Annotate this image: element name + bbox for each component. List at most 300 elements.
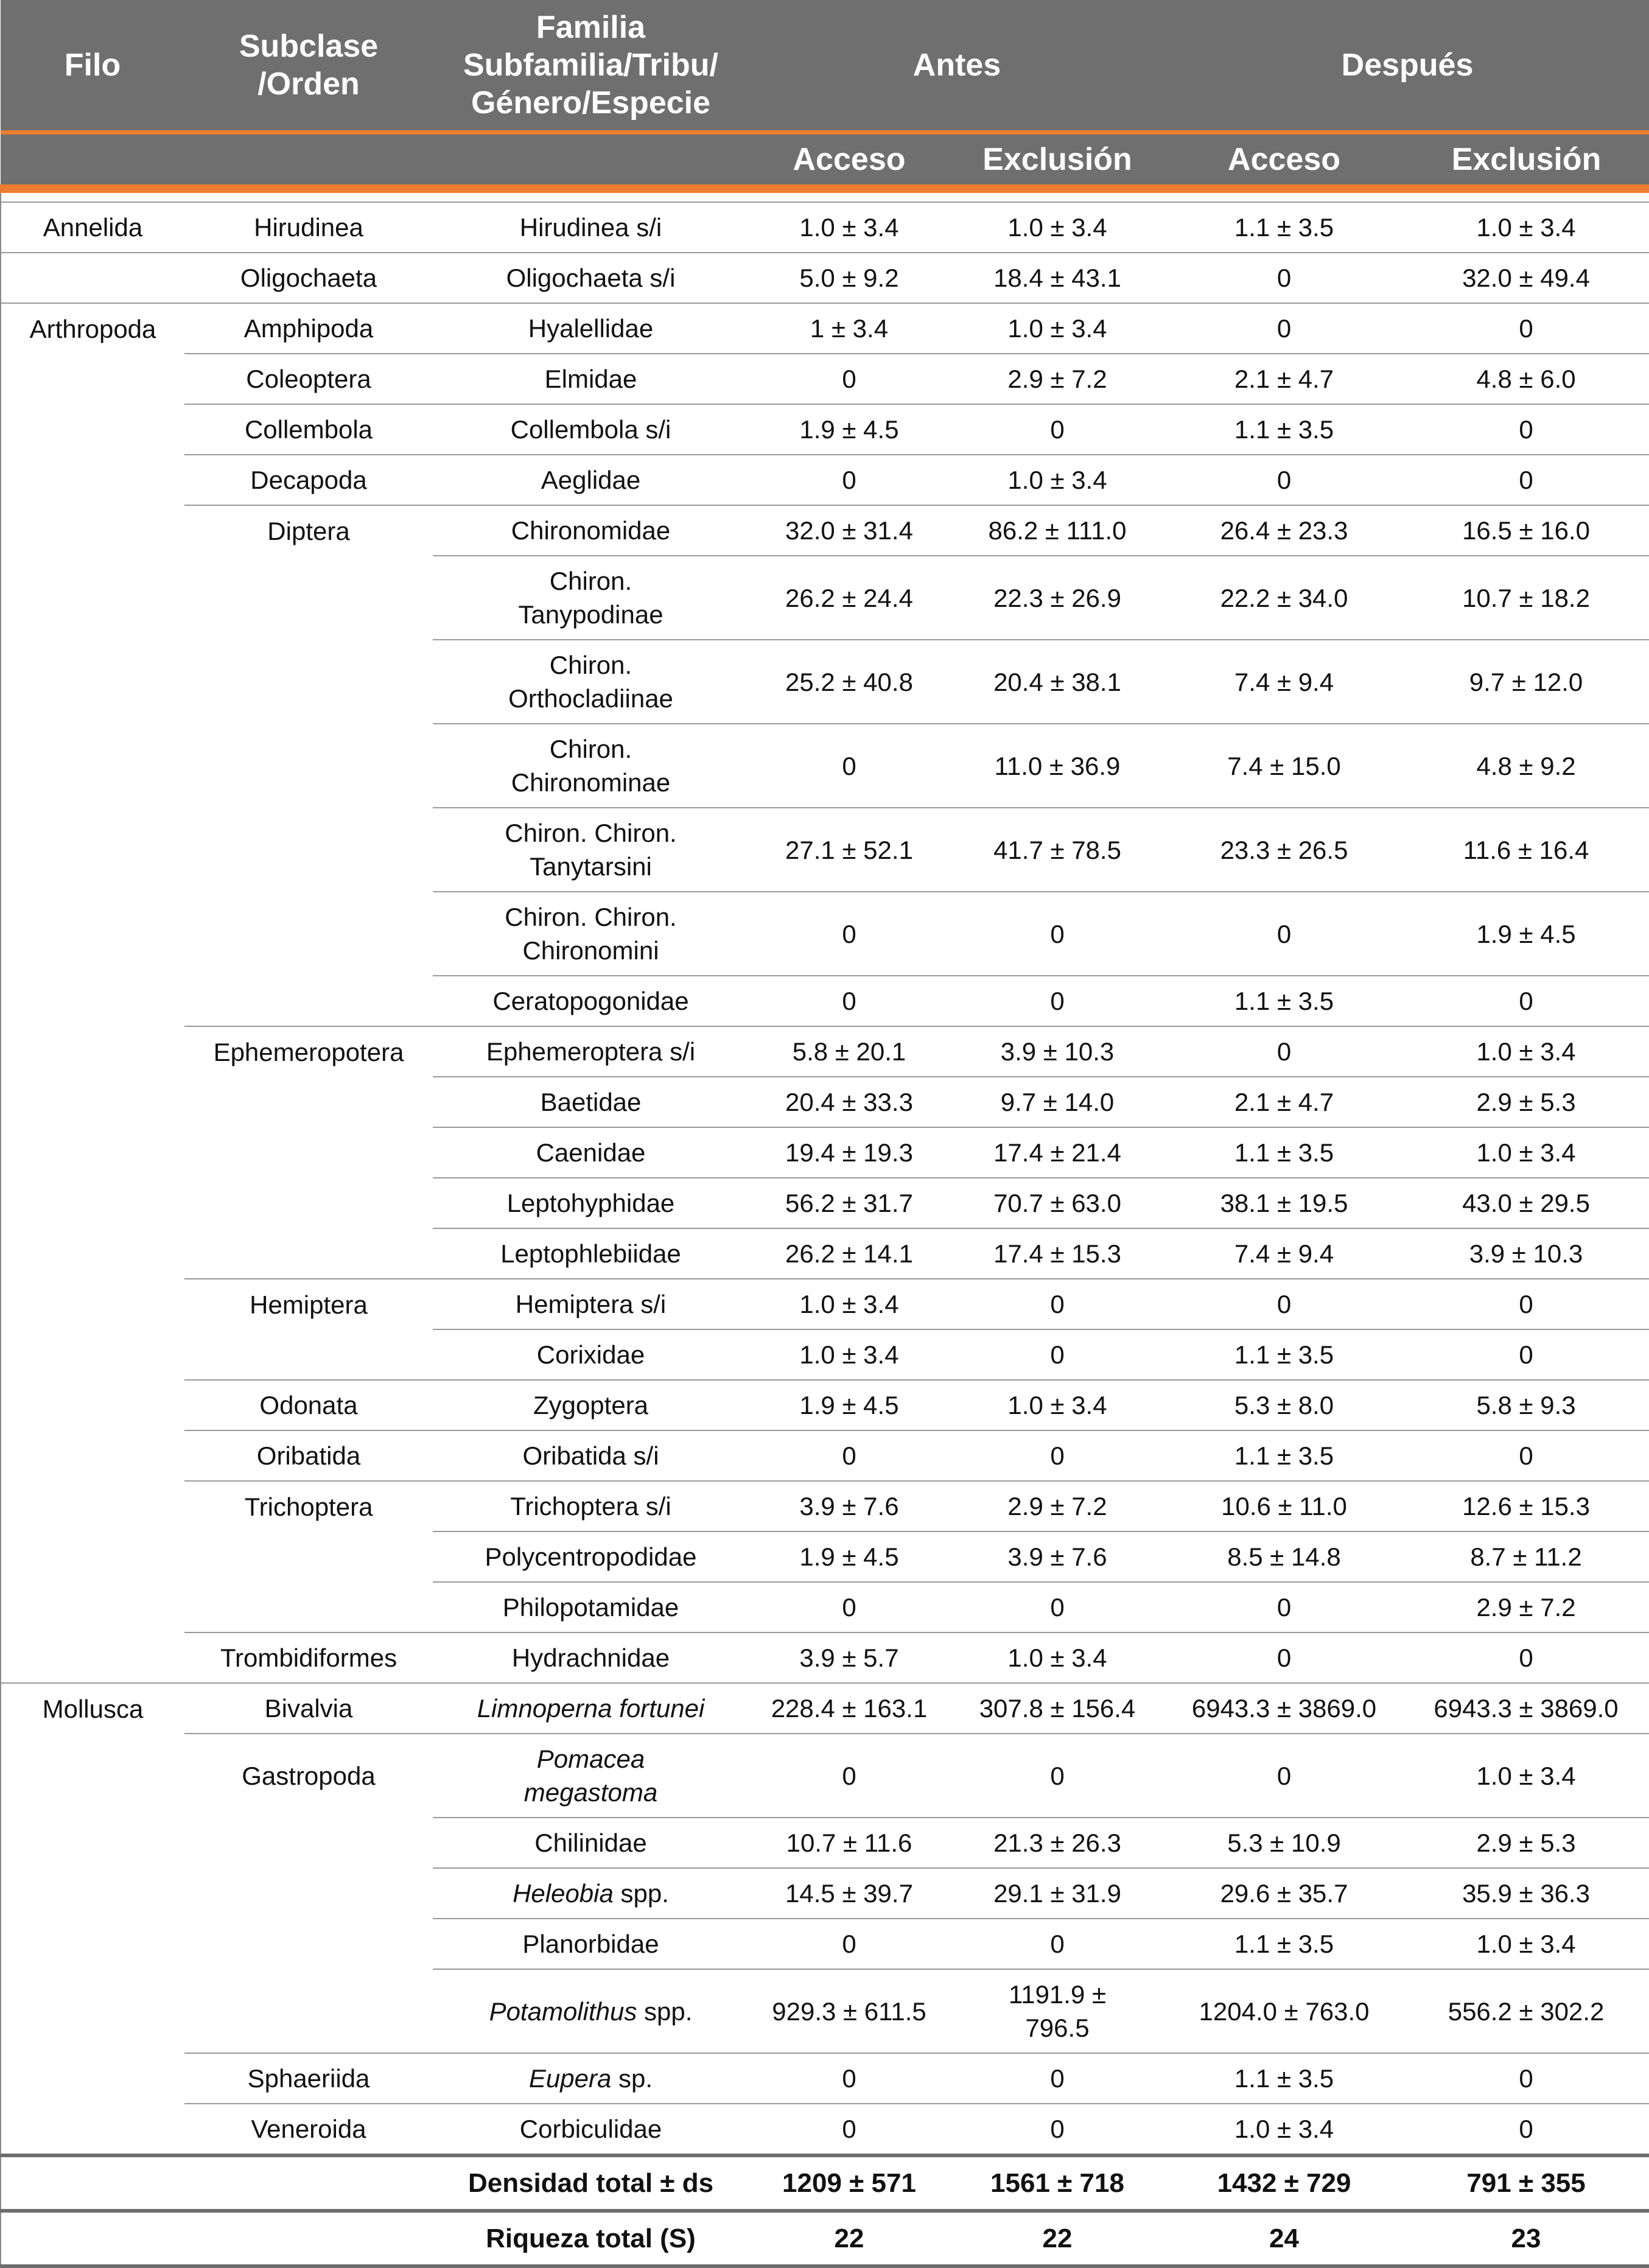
- table-row: [1, 1969, 1649, 2053]
- cell-despues-acceso: 0: [1165, 1734, 1403, 1818]
- table-row: [1, 1582, 1649, 1633]
- cell-despues-acceso: 0: [1165, 1633, 1403, 1683]
- cell-filo: [1, 1228, 184, 1279]
- cell-familia: [433, 1430, 749, 1481]
- cell-empty: [1, 2211, 184, 2266]
- cell-despues-acceso: 1.0 ± 3.4: [1165, 2104, 1403, 2155]
- cell-filo: [1, 1380, 184, 1430]
- cell-filo: [1, 253, 184, 303]
- familia-text: Leptohyphidae: [506, 1189, 675, 1217]
- cell-despues-exclusion: 16.5 ± 16.0: [1403, 505, 1649, 556]
- cell-antes-acceso: 26.2 ± 14.1: [749, 1228, 950, 1279]
- cell-despues-exclusion: 32.0 ± 49.4: [1403, 253, 1649, 303]
- cell-familia: [433, 1734, 749, 1818]
- cell-despues-exclusion: 12.6 ± 15.3: [1403, 1481, 1649, 1531]
- cell-antes-exclusion: 1.0 ± 3.4: [950, 1633, 1165, 1683]
- cell-filo: [1, 640, 184, 724]
- cell-subclase: [184, 892, 433, 976]
- cell-antes-exclusion: 1.0 ± 3.4: [950, 1380, 1165, 1430]
- cell-subclase: Odonata: [184, 1380, 433, 1430]
- cell-antes-acceso: 1.9 ± 4.5: [749, 404, 950, 455]
- header-empty: [1, 133, 184, 189]
- cell-familia: [433, 1481, 749, 1531]
- cell-antes-exclusion: 307.8 ± 156.4: [950, 1683, 1165, 1734]
- cell-antes-acceso: 26.2 ± 24.4: [749, 556, 950, 640]
- cell-familia: [433, 1969, 749, 2053]
- cell-filo: [1, 556, 184, 640]
- cell-despues-exclusion: 0: [1403, 1329, 1649, 1380]
- total-antes-acceso: 22: [749, 2211, 950, 2266]
- cell-despues-acceso: 0: [1165, 455, 1403, 505]
- header-subclase: Subclase /Orden: [184, 0, 433, 133]
- cell-subclase: [184, 556, 433, 640]
- familia-text: Ceratopogonidae: [492, 987, 689, 1015]
- cell-subclase: Gastropoda: [184, 1734, 433, 1818]
- cell-subclase: [184, 724, 433, 808]
- cell-antes-exclusion: 0: [950, 2053, 1165, 2104]
- table-row: [1, 455, 1649, 505]
- cell-subclase: Coleoptera: [184, 354, 433, 404]
- familia-text: Hemiptera s/i: [515, 1290, 667, 1318]
- header-despues: Después: [1165, 0, 1649, 133]
- cell-despues-acceso: 1.1 ± 3.5: [1165, 1127, 1403, 1178]
- familia-text: Potamolithus: [489, 1997, 637, 2026]
- cell-filo: [1, 1077, 184, 1127]
- cell-filo: [1, 1531, 184, 1582]
- cell-despues-acceso: 8.5 ± 14.8: [1165, 1531, 1403, 1582]
- cell-despues-exclusion: 1.0 ± 3.4: [1403, 1919, 1649, 1969]
- cell-despues-acceso: 7.4 ± 15.0: [1165, 724, 1403, 808]
- table-row: [1, 1734, 1649, 1818]
- familia-text: Zygoptera: [533, 1391, 649, 1419]
- cell-antes-exclusion: 1.0 ± 3.4: [950, 303, 1165, 354]
- cell-antes-acceso: 1.0 ± 3.4: [749, 1279, 950, 1329]
- cell-antes-acceso: 1.9 ± 4.5: [749, 1380, 950, 1430]
- table-header: [1, 0, 1649, 189]
- cell-filo: [1, 1178, 184, 1228]
- header-filo: Filo: [1, 0, 184, 133]
- cell-subclase: [184, 1868, 433, 1919]
- cell-subclase: [184, 1228, 433, 1279]
- cell-antes-exclusion: 20.4 ± 38.1: [950, 640, 1165, 724]
- table-row: [1, 505, 1649, 556]
- cell-despues-acceso: 29.6 ± 35.7: [1165, 1868, 1403, 1919]
- cell-despues-exclusion: 4.8 ± 9.2: [1403, 724, 1649, 808]
- cell-filo: [1, 808, 184, 892]
- cell-antes-exclusion: 9.7 ± 14.0: [950, 1077, 1165, 1127]
- cell-antes-acceso: 10.7 ± 11.6: [749, 1818, 950, 1868]
- table-row: [1, 1531, 1649, 1582]
- cell-empty: [184, 2211, 433, 2266]
- cell-antes-exclusion: 0: [950, 976, 1165, 1026]
- cell-subclase: Diptera: [184, 505, 433, 556]
- cell-filo: [1, 455, 184, 505]
- total-despues-exclusion: 791 ± 355: [1403, 2155, 1649, 2211]
- cell-familia: [433, 1228, 749, 1279]
- table-row: [1, 1077, 1649, 1127]
- cell-antes-acceso: 25.2 ± 40.8: [749, 640, 950, 724]
- cell-subclase: Amphipoda: [184, 303, 433, 354]
- cell-subclase: [184, 1178, 433, 1228]
- cell-antes-exclusion: 0: [950, 1582, 1165, 1633]
- cell-familia: [433, 892, 749, 976]
- cell-antes-acceso: 1.0 ± 3.4: [749, 202, 950, 253]
- cell-familia: [433, 1868, 749, 1919]
- cell-antes-exclusion: 1.0 ± 3.4: [950, 202, 1165, 253]
- cell-despues-acceso: 2.1 ± 4.7: [1165, 1077, 1403, 1127]
- cell-despues-acceso: 1.1 ± 3.5: [1165, 2053, 1403, 2104]
- cell-antes-exclusion: 21.3 ± 26.3: [950, 1818, 1165, 1868]
- cell-despues-acceso: 22.2 ± 34.0: [1165, 556, 1403, 640]
- cell-subclase: Decapoda: [184, 455, 433, 505]
- cell-subclase: [184, 808, 433, 892]
- cell-familia: [433, 1531, 749, 1582]
- table-row: [1, 976, 1649, 1026]
- totals-row: [1, 2155, 1649, 2211]
- cell-antes-exclusion: 1.0 ± 3.4: [950, 455, 1165, 505]
- cell-familia: [433, 354, 749, 404]
- cell-despues-exclusion: 2.9 ± 7.2: [1403, 1582, 1649, 1633]
- cell-subclase: [184, 1969, 433, 2053]
- cell-familia: [433, 1279, 749, 1329]
- cell-despues-acceso: 5.3 ± 8.0: [1165, 1380, 1403, 1430]
- cell-despues-exclusion: 43.0 ± 29.5: [1403, 1178, 1649, 1228]
- header-empty: [184, 133, 433, 189]
- familia-text: Planorbidae: [522, 1930, 659, 1958]
- header-familia: Familia Subfamilia/Tribu/ Género/Especie: [433, 0, 749, 133]
- familia-text: Pomacea megastoma: [523, 1745, 658, 1807]
- cell-despues-acceso: 7.4 ± 9.4: [1165, 1228, 1403, 1279]
- cell-familia: [433, 1582, 749, 1633]
- cell-familia: [433, 1919, 749, 1969]
- cell-familia: [433, 1380, 749, 1430]
- cell-antes-exclusion: 3.9 ± 10.3: [950, 1026, 1165, 1077]
- table-row: [1, 1178, 1649, 1228]
- header-antes: Antes: [749, 0, 1165, 133]
- cell-familia: [433, 640, 749, 724]
- cell-antes-exclusion: 86.2 ± 111.0: [950, 505, 1165, 556]
- cell-familia: [433, 455, 749, 505]
- cell-familia: [433, 556, 749, 640]
- cell-antes-acceso: 1.0 ± 3.4: [749, 1329, 950, 1380]
- table-row: [1, 2104, 1649, 2155]
- cell-despues-exclusion: 5.8 ± 9.3: [1403, 1380, 1649, 1430]
- cell-despues-acceso: 1.1 ± 3.5: [1165, 976, 1403, 1026]
- cell-subclase: Sphaeriida: [184, 2053, 433, 2104]
- familia-text: spp.: [613, 1879, 669, 1908]
- totals-label: Riqueza total (S): [433, 2211, 749, 2266]
- cell-antes-acceso: 0: [749, 354, 950, 404]
- familia-text: Baetidae: [540, 1088, 642, 1116]
- table-row: [1, 253, 1649, 303]
- total-despues-exclusion: 23: [1403, 2211, 1649, 2266]
- cell-despues-exclusion: 6943.3 ± 3869.0: [1403, 1683, 1649, 1734]
- familia-text: Chiron. Chironominae: [511, 735, 671, 797]
- cell-antes-exclusion: 17.4 ± 15.3: [950, 1228, 1165, 1279]
- cell-despues-acceso: 1.1 ± 3.5: [1165, 1430, 1403, 1481]
- cell-antes-exclusion: 0: [950, 1734, 1165, 1818]
- cell-antes-exclusion: 17.4 ± 21.4: [950, 1127, 1165, 1178]
- familia-text: Aeglidae: [541, 466, 641, 494]
- cell-despues-acceso: 0: [1165, 1279, 1403, 1329]
- cell-despues-exclusion: 0: [1403, 2053, 1649, 2104]
- cell-antes-acceso: 228.4 ± 163.1: [749, 1683, 950, 1734]
- cell-antes-acceso: 0: [749, 976, 950, 1026]
- cell-despues-acceso: 0: [1165, 1026, 1403, 1077]
- cell-filo: Arthropoda: [1, 303, 184, 354]
- cell-despues-exclusion: 0: [1403, 1633, 1649, 1683]
- cell-familia: [433, 1127, 749, 1178]
- cell-antes-acceso: 0: [749, 2104, 950, 2155]
- cell-despues-acceso: 1.1 ± 3.5: [1165, 404, 1403, 455]
- cell-familia: [433, 1329, 749, 1380]
- cell-despues-exclusion: 556.2 ± 302.2: [1403, 1969, 1649, 2053]
- cell-antes-acceso: 19.4 ± 19.3: [749, 1127, 950, 1178]
- table-row: [1, 1329, 1649, 1380]
- cell-filo: [1, 1969, 184, 2053]
- cell-filo: [1, 1633, 184, 1683]
- cell-familia: [433, 724, 749, 808]
- cell-antes-acceso: 0: [749, 455, 950, 505]
- cell-despues-exclusion: 1.0 ± 3.4: [1403, 202, 1649, 253]
- table-row: [1, 1683, 1649, 1734]
- familia-text: Limnoperna fortunei: [477, 1694, 705, 1723]
- familia-text: Polycentropodidae: [485, 1542, 697, 1571]
- cell-filo: [1, 354, 184, 404]
- cell-despues-exclusion: 0: [1403, 1430, 1649, 1481]
- cell-despues-exclusion: 11.6 ± 16.4: [1403, 808, 1649, 892]
- cell-subclase: Hirudinea: [184, 202, 433, 253]
- cell-despues-exclusion: 0: [1403, 455, 1649, 505]
- cell-antes-exclusion: 3.9 ± 7.6: [950, 1531, 1165, 1582]
- table-row: [1, 202, 1649, 253]
- familia-text: Oligochaeta s/i: [506, 264, 676, 292]
- familia-text: Chiron. Chiron. Tanytarsini: [505, 819, 677, 881]
- cell-despues-exclusion: 0: [1403, 303, 1649, 354]
- total-antes-exclusion: 22: [950, 2211, 1165, 2266]
- cell-familia: [433, 1683, 749, 1734]
- cell-antes-acceso: 1 ± 3.4: [749, 303, 950, 354]
- cell-familia: [433, 1178, 749, 1228]
- familia-text: Chilinidae: [534, 1829, 647, 1857]
- table-row: [1, 1380, 1649, 1430]
- cell-antes-acceso: 3.9 ± 5.7: [749, 1633, 950, 1683]
- cell-despues-exclusion: 3.9 ± 10.3: [1403, 1228, 1649, 1279]
- spacer: [1, 189, 1649, 202]
- cell-antes-exclusion: 29.1 ± 31.9: [950, 1868, 1165, 1919]
- cell-antes-exclusion: 2.9 ± 7.2: [950, 354, 1165, 404]
- cell-filo: [1, 1582, 184, 1633]
- cell-antes-exclusion: 0: [950, 1430, 1165, 1481]
- cell-familia: [433, 2053, 749, 2104]
- cell-subclase: [184, 1077, 433, 1127]
- cell-despues-exclusion: 10.7 ± 18.2: [1403, 556, 1649, 640]
- cell-despues-exclusion: 0: [1403, 404, 1649, 455]
- cell-filo: [1, 404, 184, 455]
- cell-familia: [433, 2104, 749, 2155]
- familia-text: spp.: [637, 1997, 693, 2026]
- cell-despues-exclusion: 0: [1403, 976, 1649, 1026]
- cell-subclase: [184, 1329, 433, 1380]
- table-row: [1, 808, 1649, 892]
- cell-antes-exclusion: 0: [950, 2104, 1165, 2155]
- cell-despues-exclusion: 0: [1403, 2104, 1649, 2155]
- familia-text: Hydrachnidae: [511, 1643, 670, 1672]
- cell-antes-exclusion: 22.3 ± 26.9: [950, 556, 1165, 640]
- familia-text: Collembola s/i: [510, 415, 671, 444]
- cell-antes-exclusion: 1191.9 ± 796.5: [950, 1969, 1165, 2053]
- cell-subclase: [184, 640, 433, 724]
- cell-despues-acceso: 7.4 ± 9.4: [1165, 640, 1403, 724]
- cell-antes-acceso: 20.4 ± 33.3: [749, 1077, 950, 1127]
- cell-subclase: Hemiptera: [184, 1279, 433, 1329]
- familia-text: Hyalellidae: [528, 314, 654, 343]
- table-row: [1, 1228, 1649, 1279]
- cell-subclase: [184, 1818, 433, 1868]
- table-row: [1, 1026, 1649, 1077]
- familia-text: Elmidae: [544, 365, 637, 393]
- cell-despues-acceso: 5.3 ± 10.9: [1165, 1818, 1403, 1868]
- familia-text: Chiron. Chiron. Chironomini: [505, 903, 677, 965]
- table-row: [1, 1430, 1649, 1481]
- cell-familia: [433, 808, 749, 892]
- familia-text: Leptophlebiidae: [500, 1239, 681, 1268]
- cell-subclase: [184, 1919, 433, 1969]
- cell-subclase: Veneroida: [184, 2104, 433, 2155]
- cell-filo: [1, 1127, 184, 1178]
- table-body: [1, 189, 1649, 2266]
- header-antes-acceso: Acceso: [749, 133, 950, 189]
- cell-familia: [433, 1026, 749, 1077]
- cell-subclase: [184, 1531, 433, 1582]
- cell-filo: [1, 1919, 184, 1969]
- cell-familia: [433, 1818, 749, 1868]
- cell-antes-acceso: 14.5 ± 39.7: [749, 1868, 950, 1919]
- header-antes-exclusion: Exclusión: [950, 133, 1165, 189]
- cell-familia: [433, 1633, 749, 1683]
- cell-subclase: [184, 1582, 433, 1633]
- cell-filo: Annelida: [1, 202, 184, 253]
- familia-text: Heleobia: [513, 1879, 614, 1908]
- cell-subclase: Oribatida: [184, 1430, 433, 1481]
- cell-antes-acceso: 1.9 ± 4.5: [749, 1531, 950, 1582]
- table-row: [1, 892, 1649, 976]
- familia-text: Hirudinea s/i: [519, 213, 662, 242]
- cell-subclase: Trombidiformes: [184, 1633, 433, 1683]
- cell-filo: [1, 1430, 184, 1481]
- cell-antes-acceso: 56.2 ± 31.7: [749, 1178, 950, 1228]
- cell-familia: [433, 976, 749, 1026]
- cell-filo: Mollusca: [1, 1683, 184, 1734]
- table-row: [1, 2053, 1649, 2104]
- cell-antes-exclusion: 0: [950, 892, 1165, 976]
- table-row: [1, 556, 1649, 640]
- cell-filo: [1, 1868, 184, 1919]
- familia-text: Corixidae: [536, 1340, 645, 1369]
- table-row: [1, 1818, 1649, 1868]
- cell-filo: [1, 1734, 184, 1818]
- table-row: [1, 1127, 1649, 1178]
- total-antes-acceso: 1209 ± 571: [749, 2155, 950, 2211]
- cell-filo: [1, 2053, 184, 2104]
- cell-filo: [1, 1279, 184, 1329]
- cell-despues-exclusion: 2.9 ± 5.3: [1403, 1818, 1649, 1868]
- cell-familia: [433, 404, 749, 455]
- cell-antes-acceso: 0: [749, 1430, 950, 1481]
- cell-subclase: Bivalvia: [184, 1683, 433, 1734]
- cell-familia: [433, 303, 749, 354]
- table-row: [1, 1633, 1649, 1683]
- cell-subclase: [184, 976, 433, 1026]
- cell-despues-acceso: 1.1 ± 3.5: [1165, 1919, 1403, 1969]
- cell-filo: [1, 892, 184, 976]
- cell-despues-acceso: 2.1 ± 4.7: [1165, 354, 1403, 404]
- table-row: [1, 303, 1649, 354]
- cell-subclase: Collembola: [184, 404, 433, 455]
- table-row: [1, 1481, 1649, 1531]
- cell-antes-exclusion: 41.7 ± 78.5: [950, 808, 1165, 892]
- total-despues-acceso: 24: [1165, 2211, 1403, 2266]
- cell-antes-acceso: 0: [749, 724, 950, 808]
- familia-text: Trichoptera s/i: [510, 1492, 671, 1521]
- cell-antes-acceso: 5.8 ± 20.1: [749, 1026, 950, 1077]
- cell-despues-exclusion: 1.0 ± 3.4: [1403, 1734, 1649, 1818]
- cell-filo: [1, 976, 184, 1026]
- cell-antes-exclusion: 0: [950, 1919, 1165, 1969]
- cell-despues-acceso: 0: [1165, 892, 1403, 976]
- cell-filo: [1, 2104, 184, 2155]
- cell-filo: [1, 1026, 184, 1077]
- cell-antes-acceso: 0: [749, 1919, 950, 1969]
- familia-text: Chiron. Orthocladiinae: [508, 651, 673, 713]
- table-row: [1, 404, 1649, 455]
- cell-antes-acceso: 0: [749, 2053, 950, 2104]
- header-despues-exclusion: Exclusión: [1403, 133, 1649, 189]
- cell-despues-acceso: 10.6 ± 11.0: [1165, 1481, 1403, 1531]
- cell-subclase: Oligochaeta: [184, 253, 433, 303]
- cell-filo: [1, 1481, 184, 1531]
- cell-despues-exclusion: 9.7 ± 12.0: [1403, 640, 1649, 724]
- cell-familia: [433, 253, 749, 303]
- cell-despues-acceso: 6943.3 ± 3869.0: [1165, 1683, 1403, 1734]
- cell-despues-acceso: 38.1 ± 19.5: [1165, 1178, 1403, 1228]
- cell-empty: [1, 2155, 184, 2211]
- cell-despues-acceso: 0: [1165, 303, 1403, 354]
- cell-despues-acceso: 23.3 ± 26.5: [1165, 808, 1403, 892]
- header-empty: [433, 133, 749, 189]
- cell-filo: [1, 505, 184, 556]
- familia-text: Chironomidae: [511, 516, 671, 545]
- cell-antes-acceso: 0: [749, 892, 950, 976]
- cell-antes-acceso: 0: [749, 1734, 950, 1818]
- cell-familia: [433, 505, 749, 556]
- table-row: [1, 1868, 1649, 1919]
- table-row: [1, 1279, 1649, 1329]
- cell-despues-exclusion: 1.9 ± 4.5: [1403, 892, 1649, 976]
- cell-antes-exclusion: 0: [950, 1279, 1165, 1329]
- familia-text: Caenidae: [536, 1138, 646, 1167]
- cell-despues-exclusion: 4.8 ± 6.0: [1403, 354, 1649, 404]
- table-row: [1, 724, 1649, 808]
- header-despues-acceso: Acceso: [1165, 133, 1403, 189]
- total-antes-exclusion: 1561 ± 718: [950, 2155, 1165, 2211]
- cell-antes-exclusion: 70.7 ± 63.0: [950, 1178, 1165, 1228]
- cell-despues-exclusion: 8.7 ± 11.2: [1403, 1531, 1649, 1582]
- cell-filo: [1, 724, 184, 808]
- familia-text: Philopotamidae: [502, 1593, 679, 1622]
- cell-despues-exclusion: 1.0 ± 3.4: [1403, 1127, 1649, 1178]
- cell-subclase: Ephemeropotera: [184, 1026, 433, 1077]
